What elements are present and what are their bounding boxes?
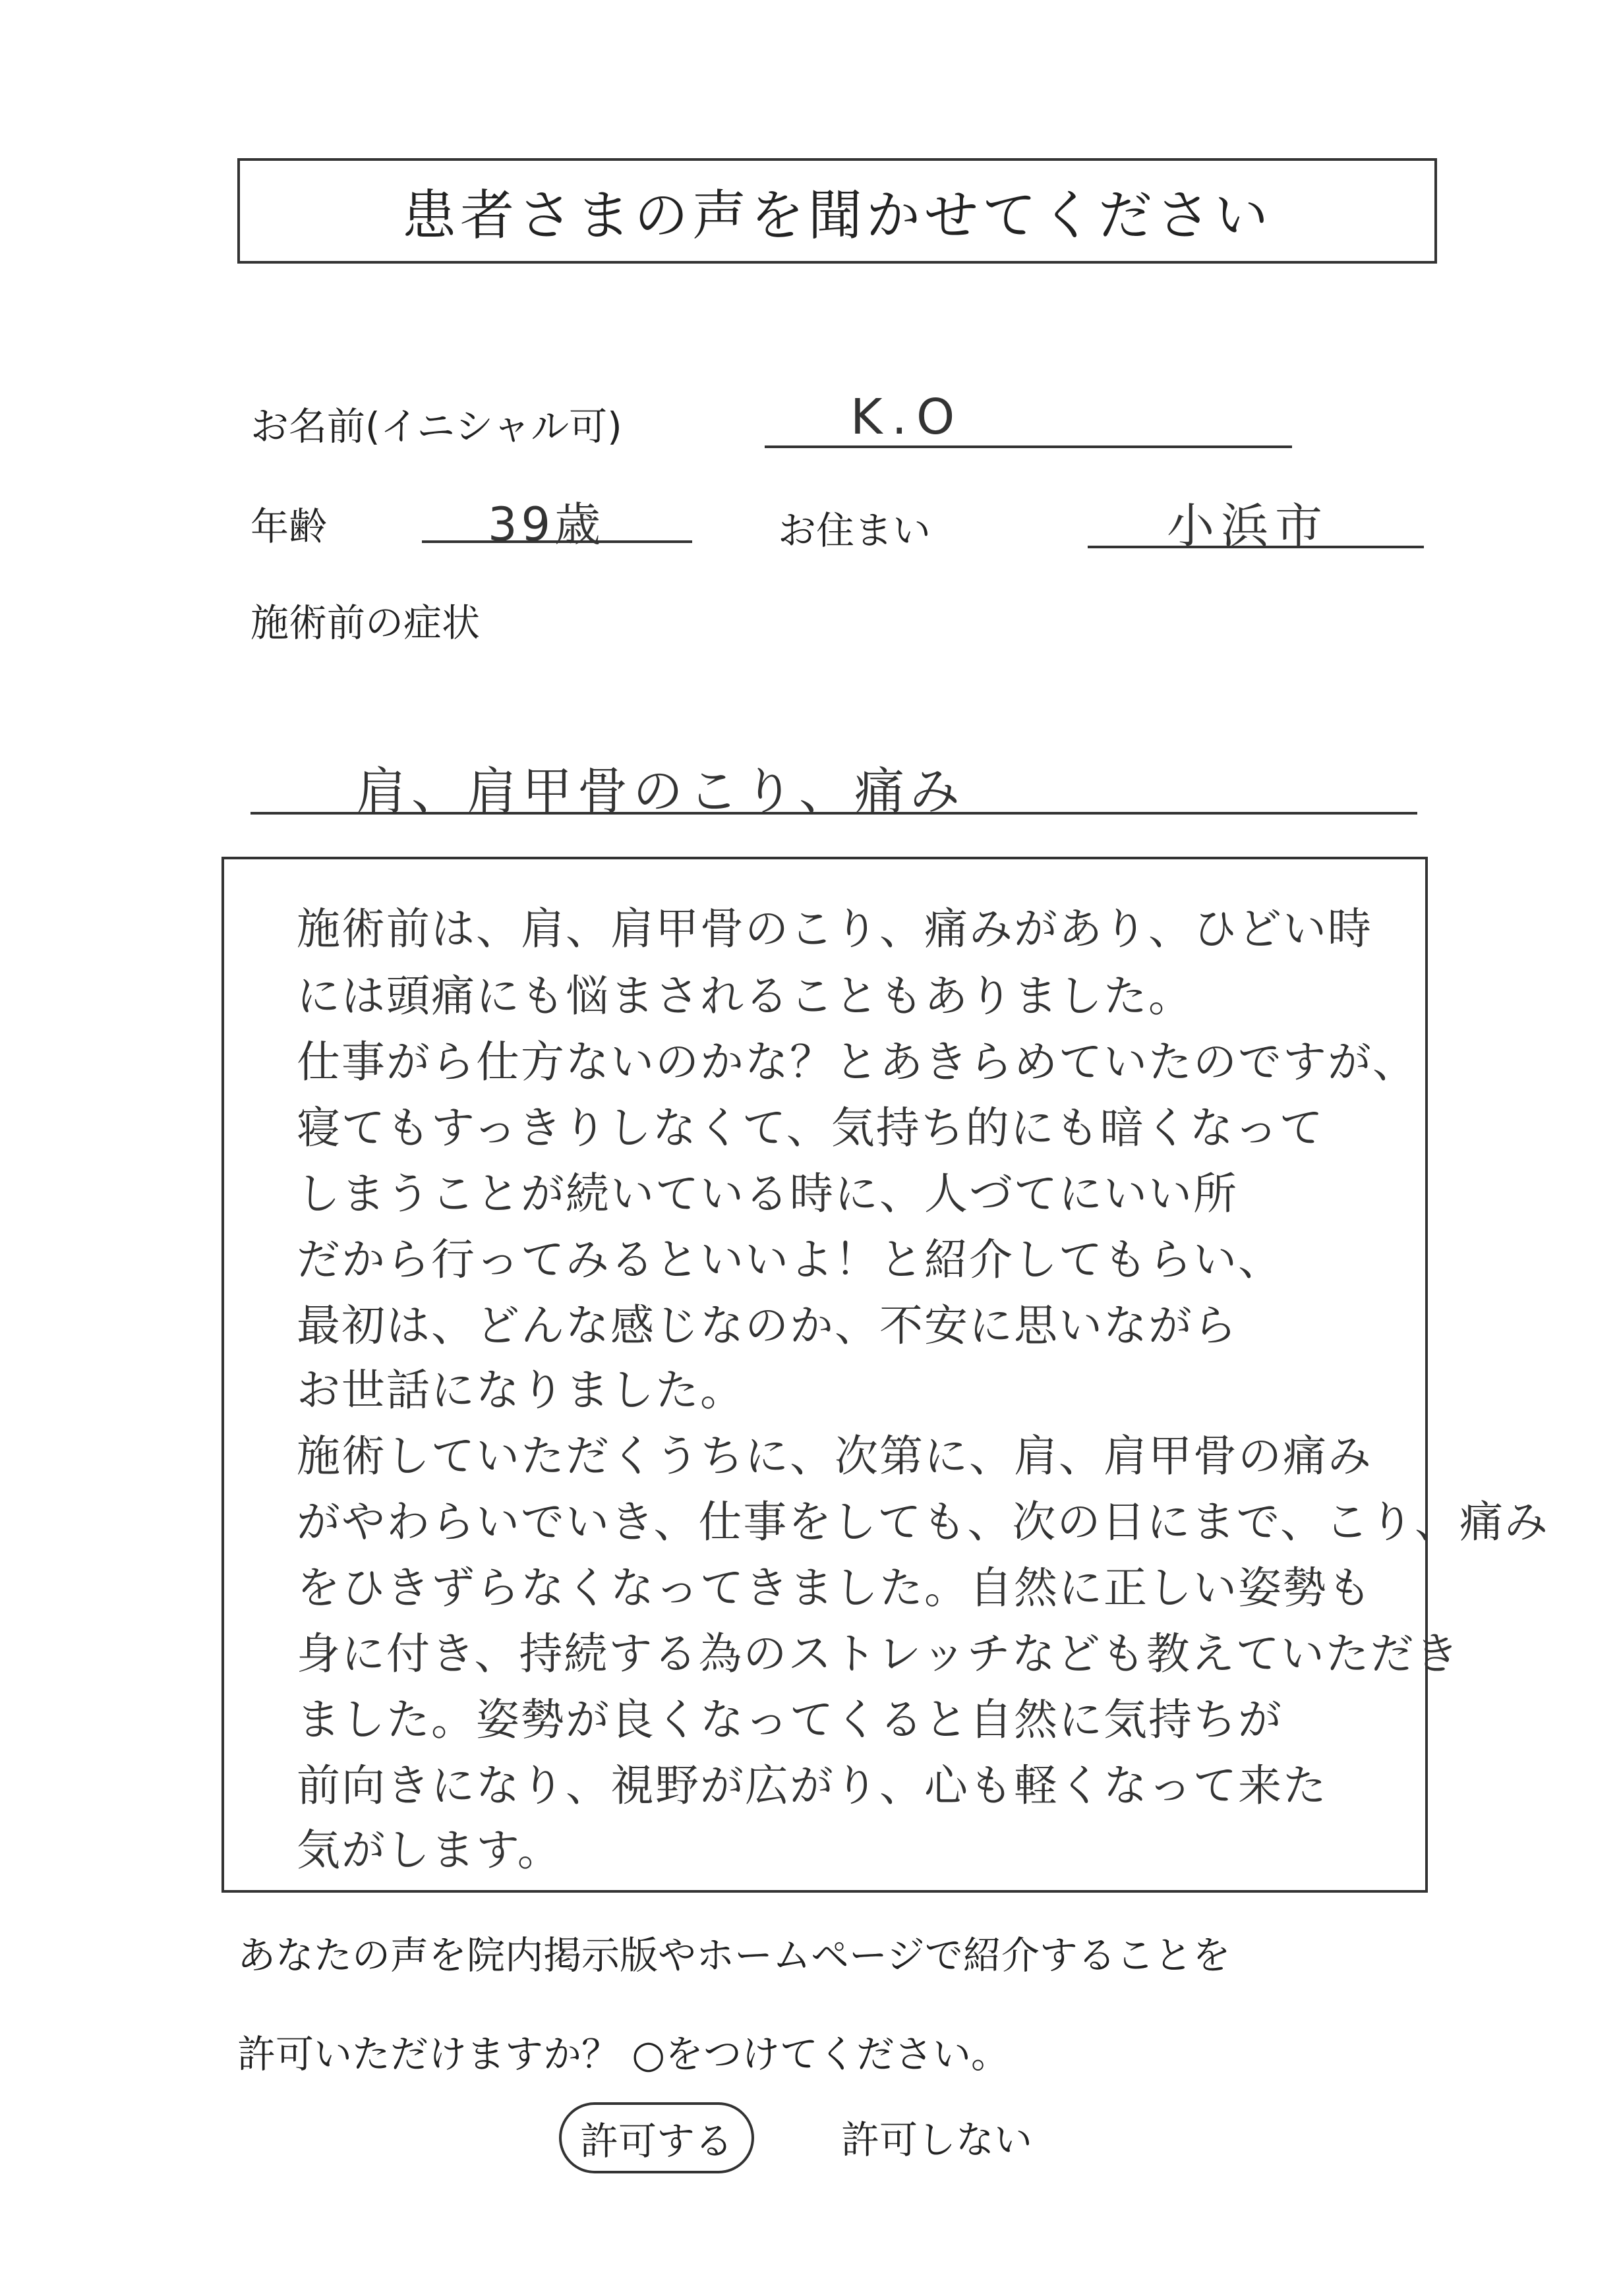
testimonial-line: 身に付き、持続する為のストレッチなども教えていただき [297,1628,1460,1679]
testimonial-box[interactable] [221,857,1550,1893]
testimonial-line: だから行ってみるといいよ！と紹介してもらい、 [297,1234,1283,1285]
deny-option-label: 許可しない [841,2117,1033,2162]
testimonial-line: 施術していただくうちに、次第に、肩、肩甲骨の痛み [297,1431,1372,1481]
testimonial-line: 最初は、どんな感じなのか、不安に思いながら [297,1300,1238,1351]
allow-option-label: 許可する [559,2102,754,2173]
consent-question-line2: 許可いただけますか？ ○をつけてください。 [237,2032,1010,2077]
testimonial-line: 気がします。 [297,1825,562,1876]
testimonial-line: お世話になりました。 [297,1365,745,1416]
age-label: 年齢 [250,504,328,549]
name-label: お名前(イニシャル可) [250,404,622,449]
testimonial-line: 寝てもすっきりしなくて、気持ち的にも暗くなって [297,1103,1324,1153]
name-underline [765,445,1292,448]
name-value[interactable]: K.O [850,389,964,445]
testimonial-line: しまうことが続いている時に、人づてにいい所 [297,1168,1238,1219]
age-value[interactable]: 39歳 [488,498,605,552]
testimonial-line: 仕事がら仕方ないのかな？とあきらめていたのですが、 [297,1037,1417,1087]
allow-option[interactable] [559,2102,754,2173]
consent-question-line1: あなたの声を院内掲示版やホームページで紹介することを [237,1933,1231,1978]
testimonial-line: には頭痛にも悩まされることもありました。 [297,971,1193,1021]
testimonial-line: 前向きになり、視野が広がり、心も軽くなって来た [297,1760,1328,1811]
address-label: お住まい [778,508,931,553]
symptoms-underline [250,812,1417,815]
testimonial-line: をひきずらなくなってきました。自然に正しい姿勢も [297,1563,1372,1613]
testimonial-line: ました。姿勢が良くなってくると自然に気持ちが [297,1694,1283,1745]
form-title: 患者さまの声を聞かせてください [401,184,1272,247]
address-value[interactable]: 小浜市 [1167,498,1330,554]
symptoms-label: 施術前の症状 [250,600,481,645]
form-title-box [237,158,1437,264]
deny-option[interactable] [841,2109,1032,2164]
testimonial-line: 施術前は、肩、肩甲骨のこり、痛みがあり、ひどい時 [297,904,1372,954]
symptoms-value[interactable]: 肩、肩甲骨のこり、痛み [356,762,965,820]
address-underline [1088,546,1424,548]
age-underline [422,540,692,543]
testimonial-line: がやわらいでいき、仕事をしても、次の日にまで、こり、痛み [297,1497,1550,1547]
